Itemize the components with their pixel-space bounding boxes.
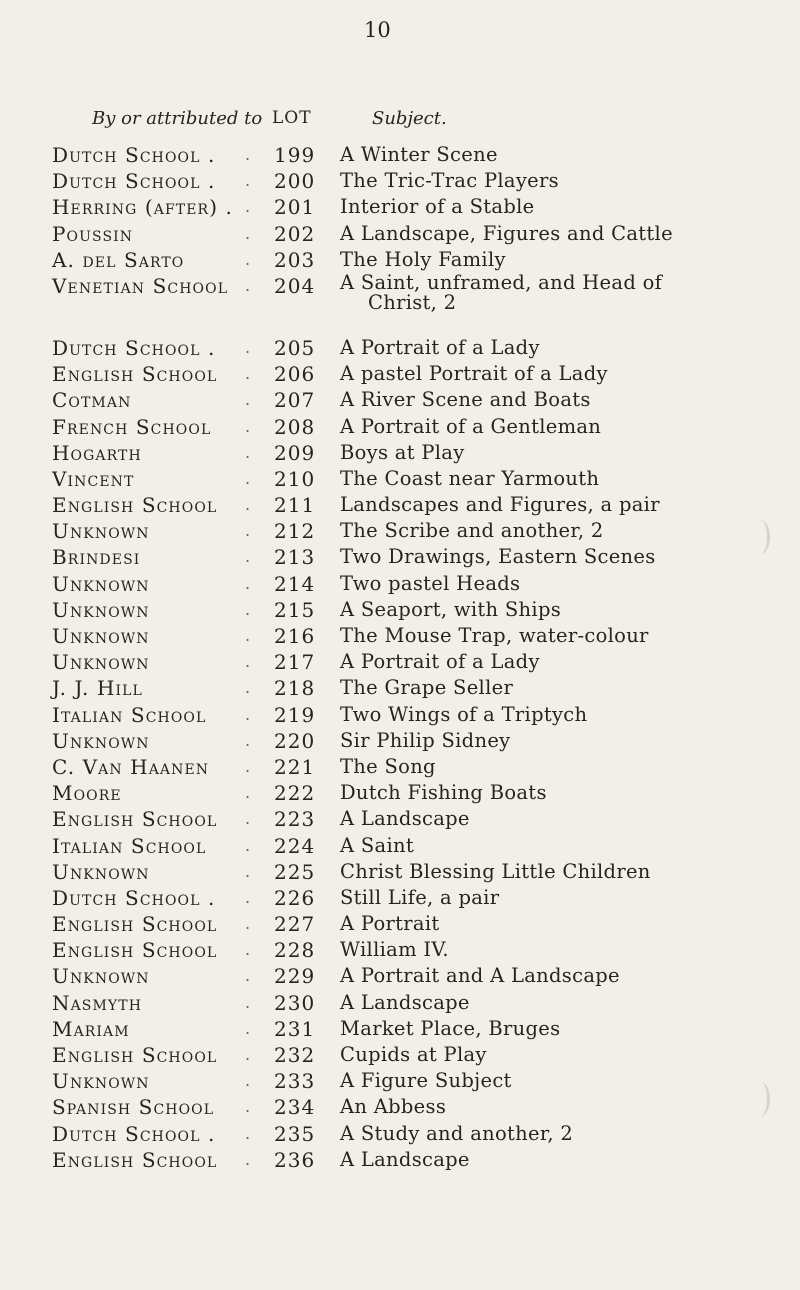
leader-dots: .: [245, 171, 251, 191]
lot-number: 233: [274, 1069, 316, 1094]
subject-text: Interior of a Stable: [340, 195, 535, 219]
subject-text: Landscapes and Figures, a pair: [340, 493, 660, 517]
leader-dots: .: [245, 599, 251, 619]
subject: [340, 492, 660, 518]
subject: [340, 571, 520, 597]
subject-text: A Landscape: [340, 807, 470, 831]
leader-dots: .: [245, 223, 251, 243]
page-edge-mark: [751, 520, 770, 554]
artist-name: English School: [52, 1147, 218, 1172]
subject-text: Boys at Play: [340, 440, 465, 464]
subject-text: Two Wings of a Triptych: [340, 702, 588, 726]
lot-row: [0, 1068, 800, 1094]
subject-text: Market Place, Bruges: [340, 1016, 561, 1040]
subject: [340, 833, 414, 859]
subject: [340, 963, 620, 989]
lot-row: [0, 361, 800, 387]
lot-number: 221: [274, 754, 316, 779]
leader-dots: .: [245, 364, 251, 384]
leader-dots: .: [245, 573, 251, 593]
lot-row: [0, 937, 800, 963]
artist-name: English School: [52, 938, 218, 963]
leader-dots: .: [245, 626, 251, 645]
leader-dots: .: [245, 1123, 251, 1143]
subject: [340, 990, 470, 1016]
lot-row: [0, 728, 800, 754]
leader-dots: .: [245, 390, 251, 410]
subject: [340, 1121, 573, 1147]
subject: [340, 728, 510, 754]
leader-dots: .: [245, 145, 251, 164]
artist-name: Vincent: [52, 466, 135, 491]
subject-text: The Tric-Trac Players: [340, 169, 559, 193]
artist-name: Dutch School .: [52, 1121, 216, 1146]
lot-row: [0, 270, 800, 317]
lot-number: 214: [274, 571, 316, 596]
leader-dots: .: [245, 1071, 251, 1091]
subject: [340, 675, 513, 701]
lot-number: 225: [274, 859, 316, 884]
subject: [340, 597, 561, 623]
lot-row: [0, 1121, 800, 1147]
lot-row: [0, 194, 800, 220]
lot-number: 220: [274, 728, 316, 753]
subject-text: A Landscape: [340, 1147, 470, 1171]
lot-number: 209: [274, 440, 316, 465]
lot-number: 218: [274, 676, 316, 701]
lot-row: [0, 414, 800, 440]
lot-number: 236: [274, 1147, 316, 1172]
lot-number: 199: [274, 143, 316, 167]
lot-number: 217: [274, 650, 316, 675]
subject: [340, 623, 649, 649]
subject: [340, 335, 540, 361]
lot-row: [0, 544, 800, 570]
artist-name: Dutch School .: [52, 143, 216, 167]
lot-column-header: LOT: [272, 108, 312, 128]
subject: [340, 518, 604, 544]
subject-text: A Landscape, Figures and Cattle: [340, 221, 673, 245]
lot-row: [0, 440, 800, 466]
lot-number: 219: [274, 702, 316, 727]
subject: [340, 270, 663, 314]
lot-row: [0, 649, 800, 675]
subject: [340, 168, 559, 194]
subject-text: Dutch Fishing Boats: [340, 781, 547, 805]
artist-name: Mariam: [52, 1016, 130, 1041]
leader-dots: .: [245, 521, 251, 541]
leader-dots: .: [245, 756, 251, 776]
lot-number: 212: [274, 519, 316, 544]
subject-text: Sir Philip Sidney: [340, 728, 511, 752]
subject: [340, 194, 535, 220]
artist-name: Unknown: [52, 624, 150, 648]
page-edge-mark: [751, 1082, 770, 1116]
lot-row: [0, 387, 800, 413]
lot-row: [0, 911, 800, 937]
subject-text: A Portrait and A Landscape: [340, 964, 620, 988]
lot-number: 211: [274, 493, 316, 518]
artist-name: English School: [52, 912, 218, 937]
lot-number: 234: [274, 1095, 316, 1120]
artist-name: Dutch School .: [52, 169, 216, 194]
artist-name: Dutch School .: [52, 885, 216, 910]
subject: [340, 1042, 487, 1068]
subject-text: Cupids at Play: [340, 1043, 487, 1066]
leader-dots: .: [245, 337, 251, 357]
lot-row: [0, 1147, 800, 1173]
leader-dots: .: [245, 249, 251, 269]
lot-row: [0, 168, 800, 194]
artist-name: Unknown: [52, 1069, 150, 1094]
leader-dots: .: [245, 1149, 251, 1169]
artist-name: Herring (after) .: [52, 195, 234, 220]
lot-number: 208: [274, 414, 316, 439]
subject-text: A Saint, unframed, and Head of: [340, 270, 663, 294]
subject: [340, 702, 587, 728]
lot-number: 215: [274, 597, 316, 622]
leader-dots: .: [245, 1045, 251, 1064]
lot-number: 226: [274, 885, 316, 910]
artist-name: French School: [52, 414, 212, 439]
lot-number: 202: [274, 221, 316, 246]
lot-number: 205: [274, 335, 316, 360]
artist-name: English School: [52, 493, 218, 518]
artist-name: J. J. Hill: [52, 676, 143, 701]
lot-number: 216: [274, 624, 316, 648]
lot-row: [0, 142, 800, 168]
artist-name: Spanish School: [52, 1095, 215, 1120]
lot-row: [0, 859, 800, 885]
lot-number: 228: [274, 938, 316, 963]
subject-text: A Winter Scene: [340, 143, 498, 166]
artist-name: Unknown: [52, 519, 150, 544]
lot-number: 206: [274, 362, 316, 387]
subject: [340, 1068, 512, 1094]
artist-name: Unknown: [52, 728, 150, 753]
artist-name: Hogarth: [52, 440, 142, 465]
artist-name: English School: [52, 807, 218, 832]
subject-column-header: Subject.: [372, 108, 447, 129]
lot-number: 204: [274, 273, 316, 298]
subject-text: A Figure Subject: [340, 1069, 512, 1093]
lot-number: 222: [274, 781, 316, 806]
subject: [340, 440, 465, 466]
subject: [340, 911, 440, 937]
leader-dots: .: [245, 1018, 251, 1038]
leader-dots: .: [245, 678, 251, 698]
subject-text: A Portrait: [340, 912, 440, 936]
subject: [340, 1147, 470, 1173]
subject-text: Still Life, a pair: [340, 885, 500, 909]
subject-text: The Holy Family: [340, 247, 506, 271]
leader-dots: .: [245, 547, 251, 567]
lot-number: 203: [274, 247, 316, 272]
lot-row: [0, 675, 800, 701]
leader-dots: .: [245, 495, 251, 515]
lot-row: [0, 247, 800, 273]
leader-dots: .: [245, 468, 251, 488]
leader-dots: .: [245, 861, 251, 881]
lot-row: [0, 963, 800, 989]
subject-text: An Abbess: [340, 1095, 447, 1119]
leader-dots: .: [245, 940, 251, 960]
subject-text: Two Drawings, Eastern Scenes: [340, 545, 656, 569]
subject: [340, 142, 498, 168]
artist-name: Unknown: [52, 597, 150, 622]
leader-dots: .: [245, 442, 251, 462]
lot-number: 210: [274, 466, 316, 491]
subject: [340, 754, 436, 780]
lot-number: 224: [274, 833, 316, 858]
subject: [340, 387, 591, 413]
lot-row: [0, 1016, 800, 1042]
lot-number: 231: [274, 1016, 316, 1041]
lot-row: [0, 466, 800, 492]
lot-number: 235: [274, 1121, 316, 1146]
lot-number: 230: [274, 990, 316, 1015]
artist-name: Brindesi: [52, 545, 141, 570]
lot-row: [0, 702, 800, 728]
subject: [340, 1016, 560, 1042]
leader-dots: .: [245, 914, 251, 934]
subject: [340, 361, 608, 387]
subject-text: The Coast near Yarmouth: [340, 466, 600, 490]
subject: [340, 937, 449, 963]
leader-dots: .: [245, 835, 251, 855]
subject-text: A Saint: [340, 833, 414, 857]
artist-name: Moore: [52, 781, 122, 806]
leader-dots: .: [245, 197, 251, 217]
subject-text: A Portrait of a Gentleman: [340, 414, 602, 438]
subject: [340, 414, 601, 440]
artist-name: Dutch School .: [52, 335, 216, 360]
subject-continuation: Christ, 2: [368, 290, 457, 314]
lot-row: [0, 518, 800, 544]
lot-number: 223: [274, 807, 316, 832]
leader-dots: .: [245, 416, 251, 436]
lot-number: 229: [274, 964, 316, 989]
artist-name: Unknown: [52, 964, 150, 989]
leader-dots: .: [245, 992, 251, 1012]
group-separator: [0, 317, 800, 335]
artist-name: C. Van Haanen: [52, 754, 210, 779]
lot-number: 201: [274, 195, 316, 220]
subject-text: The Grape Seller: [340, 676, 514, 700]
artist-name: Poussin: [52, 221, 134, 246]
lot-row: [0, 754, 800, 780]
subject: [340, 649, 540, 675]
subject: [340, 1094, 446, 1120]
lot-row: [0, 492, 800, 518]
artist-name: English School: [52, 362, 218, 387]
lot-row: [0, 990, 800, 1016]
lot-row: [0, 597, 800, 623]
subject-text: A Landscape: [340, 990, 470, 1014]
subject: [340, 885, 499, 911]
lot-list: [0, 142, 800, 1173]
subject: [340, 859, 651, 885]
subject-text: The Scribe and another, 2: [340, 519, 604, 543]
lot-row: [0, 623, 800, 649]
lot-row: [0, 885, 800, 911]
subject-text: William IV.: [340, 938, 449, 962]
subject: [340, 780, 547, 806]
lot-row: [0, 1042, 800, 1068]
artist-name: Unknown: [52, 650, 150, 675]
artist-name: Nasmyth: [52, 990, 143, 1015]
lot-row: [0, 780, 800, 806]
leader-dots: .: [245, 966, 251, 986]
subject-text: Christ Blessing Little Children: [340, 859, 651, 883]
leader-dots: .: [245, 809, 251, 829]
lot-row: [0, 335, 800, 361]
artist-name: Venetian School: [52, 273, 229, 298]
artist-name: English School: [52, 1043, 218, 1067]
lot-row: [0, 833, 800, 859]
artist-name: Unknown: [52, 859, 150, 884]
lot-number: 200: [274, 169, 316, 194]
artist-name: A. del Sarto: [52, 247, 185, 272]
lot-number: 232: [274, 1043, 316, 1067]
leader-dots: .: [245, 887, 251, 907]
lot-row: [0, 1094, 800, 1120]
subject-text: The Mouse Trap, water-colour: [340, 624, 649, 647]
subject-text: A Portrait of a Lady: [340, 650, 540, 674]
leader-dots: .: [245, 730, 251, 750]
subject-text: A Portrait of a Lady: [340, 335, 540, 359]
lot-row: [0, 806, 800, 832]
leader-dots: .: [245, 275, 251, 295]
lot-number: 207: [274, 388, 316, 413]
page-number: 10: [364, 18, 391, 42]
artist-column-header: By or attributed to: [92, 108, 263, 129]
lot-number: 227: [274, 912, 316, 937]
artist-name: Italian School: [52, 833, 207, 858]
leader-dots: .: [245, 652, 251, 672]
subject: [340, 466, 599, 492]
artist-name: Italian School: [52, 702, 207, 727]
subject-text: The Song: [340, 754, 436, 778]
subject-text: A pastel Portrait of a Lady: [340, 362, 608, 386]
leader-dots: .: [245, 704, 251, 724]
subject-text: A River Scene and Boats: [340, 388, 591, 412]
lot-row: [0, 571, 800, 597]
artist-name: Unknown: [52, 571, 150, 596]
leader-dots: .: [245, 1097, 251, 1117]
subject-text: Two pastel Heads: [340, 571, 521, 595]
subject: [340, 544, 656, 570]
subject: [340, 221, 673, 247]
leader-dots: .: [245, 783, 251, 803]
subject: [340, 806, 470, 832]
artist-name: Cotman: [52, 388, 132, 413]
subject-text: A Study and another, 2: [340, 1121, 574, 1145]
subject-text: A Seaport, with Ships: [340, 597, 562, 621]
lot-number: 213: [274, 545, 316, 570]
lot-row: [0, 221, 800, 247]
subject: [340, 247, 506, 273]
